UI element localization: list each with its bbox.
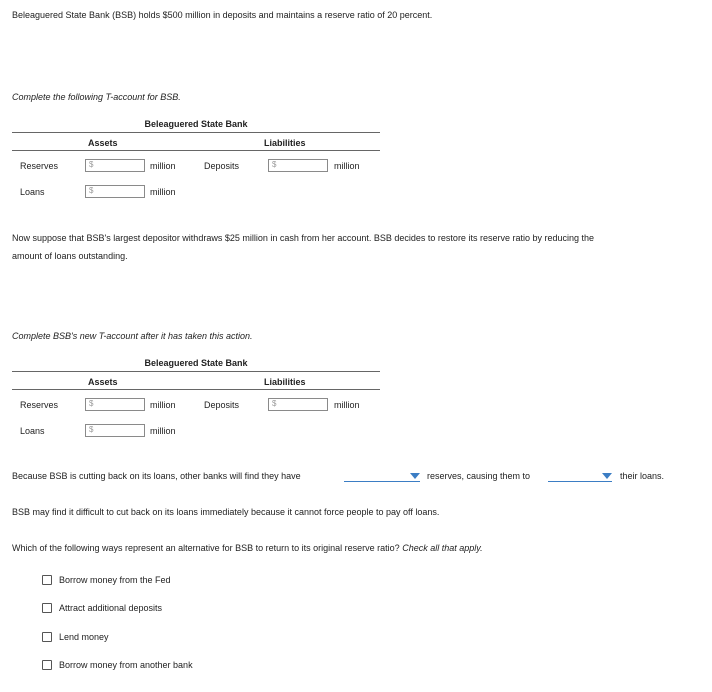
divider: [12, 389, 380, 390]
unit-label: million: [150, 161, 176, 171]
question-body: Which of the following ways represent an alternative for BSB to return to its original reserve ratio?: [12, 543, 400, 553]
loans-input[interactable]: [85, 185, 145, 198]
effect-text-1: Because BSB is cutting back on its loans, other banks will find they have: [12, 471, 301, 481]
unit-label: million: [150, 187, 176, 197]
scenario-line-2: amount of loans outstanding.: [12, 251, 128, 261]
dollar-sign: $: [89, 160, 94, 169]
option-checkbox[interactable]: [42, 632, 52, 642]
scenario-line-1: Now suppose that BSB's largest depositor withdraws $25 million in cash from her account. BSB decides to restore its reserve ratio by reducing the: [12, 233, 595, 243]
effect-text-3: their loans.: [620, 471, 665, 481]
liabilities-header: Liabilities: [264, 138, 306, 148]
instruction-1: Complete the following T-account for BSB.: [12, 92, 181, 102]
loans-label: Loans: [20, 187, 45, 197]
deposits-label: Deposits: [204, 400, 240, 410]
question-text: [12, 543, 483, 553]
divider: [12, 132, 380, 133]
t-account-title: Beleaguered State Bank: [144, 358, 248, 368]
caret-down-icon: [410, 473, 420, 479]
unit-label: million: [334, 161, 360, 171]
option-checkbox[interactable]: [42, 660, 52, 670]
loans-label: Loans: [20, 426, 45, 436]
divider: [12, 150, 380, 151]
assets-header: Assets: [88, 377, 118, 387]
divider: [12, 371, 380, 372]
t-account-1: [12, 119, 380, 209]
intro-text: Beleaguered State Bank (BSB) holds $500 million in deposits and maintains a reserve ratio of 20 percent.: [12, 10, 433, 20]
assets-header: Assets: [88, 138, 118, 148]
unit-label: million: [150, 400, 176, 410]
dollar-sign: $: [89, 186, 94, 195]
caret-down-icon: [602, 473, 612, 479]
dollar-sign: $: [272, 160, 277, 169]
reserves-label: Reserves: [20, 400, 59, 410]
loans-change-dropdown[interactable]: [548, 470, 612, 482]
t-account-2: [12, 358, 380, 448]
difficulty-text: BSB may find it difficult to cut back on its loans immediately because it cannot force people to pay off loans.: [12, 507, 440, 517]
t-account-title: Beleaguered State Bank: [144, 119, 248, 129]
question-hint: Check all that apply.: [402, 543, 483, 553]
option-checkbox[interactable]: [42, 603, 52, 613]
deposits-label: Deposits: [204, 161, 240, 171]
option-checkbox[interactable]: [42, 575, 52, 585]
dollar-sign: $: [89, 425, 94, 434]
reserves-input[interactable]: [85, 398, 145, 411]
unit-label: million: [150, 426, 176, 436]
option-label[interactable]: Borrow money from the Fed: [59, 575, 171, 585]
dollar-sign: $: [272, 399, 277, 408]
reserves-input[interactable]: [85, 159, 145, 172]
option-label[interactable]: Lend money: [59, 632, 109, 642]
dollar-sign: $: [89, 399, 94, 408]
liabilities-header: Liabilities: [264, 377, 306, 387]
reserves-label: Reserves: [20, 161, 59, 171]
option-label[interactable]: Borrow money from another bank: [59, 660, 193, 670]
instruction-2: Complete BSB's new T-account after it has taken this action.: [12, 331, 253, 341]
effect-text-2: reserves, causing them to: [427, 471, 531, 481]
deposits-input[interactable]: [268, 398, 328, 411]
deposits-input[interactable]: [268, 159, 328, 172]
unit-label: million: [334, 400, 360, 410]
loans-input[interactable]: [85, 424, 145, 437]
option-label[interactable]: Attract additional deposits: [59, 603, 163, 613]
reserves-change-dropdown[interactable]: [344, 470, 420, 482]
